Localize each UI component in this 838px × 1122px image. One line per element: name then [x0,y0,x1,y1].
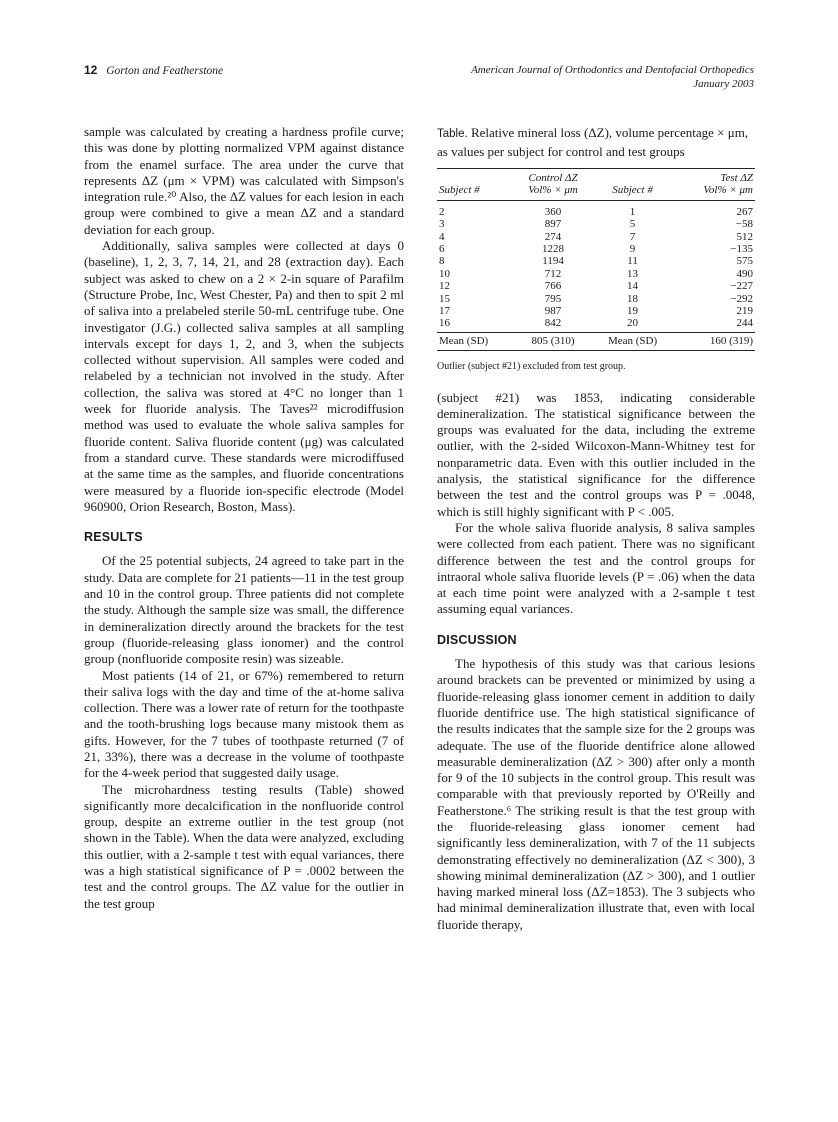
cell: 18 [627,292,639,305]
cell: −135 [730,243,753,256]
cell: 5 [629,218,636,231]
paragraph: Additionally, saliva samples were collected at days 0 (baseline), 1, 2, 3, 7, 14, 21, and 28 (extraction day). Each subject was asked to chew on a 2 × 2-in square of Parafilm (Structure Probe, Inc, West Chester, Pa) and then to spit 2 ml of saliva into a prelabeled sterile 50-mL centrifuge tube. One investigator (J.G.) collected saliva samples at all sampling intervals except for days 1, 2, and 3, when the subjects collected without supervision. All samples were coded and relabeled by a technician not involved in the study. After collection, the saliva was stored at 4°C no longer than 1 week for fluoride analysis. The Taves²² microdiffusion method was used to evaluate the whole saliva samples for fluoride content. Saliva fluoride content (μg) was calculated from a standard curve. These standards were microdiffused at the same time as the samples, and fluoride concentrations were measured by a fluoride ion-specific electrode (Model 960900, Orion Research, Boston, Mass). [84,238,404,514]
table-row [437,200,755,218]
paragraph: Of the 25 potential subjects, 24 agreed to take part in the study. Data are complete for 21 patients—11 in the test group and 10 in the control group. Three patients did not complete the study. Although the sample size was small, the difference in demineralization directly around the brackets for the test group (fluoride-releasing glass ionomer) and the control group (nonfluoride composite resin) was sizeable. [84,553,404,667]
paragraph: The hypothesis of this study was that carious lesions around brackets can be prevented or minimized by using a fluoride-releasing glass ionomer cement in addition to daily fluoride dentifrice use. The high statistical significance of the results indicates that the sample size for the 2 groups was adequate. The use of the fluoride dentifrice alone allowed measurable demineralization (ΔZ > 300) after only a month for 9 of the 10 subjects in the control group. This result was comparable with that previously reported by O'Reilly and Featherstone.⁶ The striking result is that the test group with the fluoride-releasing glass ionomer cement had significantly less demineralization, with 7 of the 11 subjects demonstrating effectively no demineralization (ΔZ < 300), 3 showing minimal demineralization (ΔZ > 300), and 1 outlier having marked mineral loss (ΔZ=1853). The 3 subjects who had minimal demineralization illustrate that, even with local fluoride therapy, [437,656,755,932]
table-row [437,280,755,292]
table-row [437,243,755,255]
cell: 19 [627,305,639,318]
cell: 4 [439,230,445,243]
journal-title: American Journal of Orthodontics and Dentofacial Orthopedics [471,64,754,76]
left-column [84,124,404,912]
table-row [437,255,755,267]
table-footnote: Outlier (subject #21) excluded from test group. [437,361,626,373]
header-control-title: Control ΔZ [528,172,578,184]
paragraph: sample was calculated by creating a hardness profile curve; this was done by plotting normalized VPM against distance from the enamel surface. The area under the curve that represents ΔZ (μm × VPM) was calculated with Simpson's integration rule.²⁰ Also, the ΔZ values for each lesion in each group were combined to give a mean ΔZ and a standard deviation for each group. [84,124,404,237]
cell: 490 [736,267,753,280]
cell: 575 [736,255,753,268]
table-row [437,268,755,280]
table-row [437,317,755,332]
cell: 2 [439,205,445,218]
cell: 9 [629,243,636,256]
header-subject-control: Subject # [439,184,480,197]
running-header-left [84,63,223,77]
paragraph: (subject #21) was 1853, indicating considerable demineralization. The statistical significance between the groups was evaluated for the data, including the extreme outlier, with the 2-sided Wilcoxon-Mann-Whitney test for nonparametric data. Even with this outlier included in the analysis, the statistical significance for the difference between the test and the control groups was P = .0048, which is still highly significant with P < .005. [437,389,755,519]
cell: 14 [627,280,639,293]
header-test-title: Test ΔZ [720,172,753,184]
cell: 1194 [542,255,564,268]
cell: Mean (SD) [439,334,489,347]
table-row [437,293,755,305]
table-caption [437,124,755,160]
cell: −227 [730,280,753,293]
table-caption-text: Relative mineral loss (ΔZ), volume percentage × μm, as values per subject for control and test groups [437,125,749,159]
table-summary-row [437,332,755,350]
cell: 160 (319) [709,334,753,347]
cell: 766 [544,280,562,293]
paragraph: Most patients (14 of 21, or 67%) remembered to return their saliva logs with the day and time of the at-home saliva collection. There was a lower rate of return for the toothpaste and the tooth-brushing logs because many mistook them as gifts. However, for the 7 tubes of toothpaste returned (7 of 21, 33%), there was a decrease in the volume of toothpaste for the 4-week period that suggested daily usage. [84,667,404,781]
cell: 8 [439,255,445,268]
header-test [669,169,755,201]
cell: 16 [439,317,450,330]
cell: 842 [544,317,562,330]
cell: 897 [544,218,562,231]
cell: 244 [736,317,753,330]
right-column [437,124,755,933]
cell: 12 [439,280,450,293]
running-header-right [471,63,754,91]
cell: 512 [736,230,753,243]
header-control [510,169,596,201]
table-row [437,218,755,230]
cell: 987 [544,305,562,318]
section-heading-results: RESULTS [84,530,143,545]
header-test-unit: Vol% × μm [703,184,753,197]
cell: Mean (SD) [607,334,658,347]
header-control-unit: Vol% × μm [528,184,578,197]
cell: 13 [627,267,639,280]
cell: 712 [544,267,562,280]
cell: 1228 [542,243,565,256]
cell: 15 [439,292,450,305]
cell: 795 [544,292,562,305]
cell: 6 [439,243,445,256]
cell: 360 [544,205,562,218]
cell: 1 [629,205,636,218]
cell: 7 [629,230,636,243]
running-authors: Gorton and Featherstone [106,65,224,77]
cell: 274 [544,230,562,243]
cell: −58 [735,218,753,231]
cell: 10 [439,267,450,280]
paragraph: For the whole saliva fluoride analysis, 8 saliva samples were collected from each patient. There was no significant difference between the test and the control groups for intraoral whole saliva fluoride levels (P = .06) when the data at each time point were analyzed with a 2-sample t test assuming equal variances. [437,519,755,617]
cell: 3 [439,218,445,231]
cell: 11 [627,255,638,268]
table-row [437,305,755,317]
table-header-row [437,169,755,201]
cell: 219 [736,305,753,318]
cell: −292 [730,292,753,305]
table-label: Table. [437,128,468,140]
table-row [437,231,755,243]
data-table [437,168,755,351]
paragraph: The microhardness testing results (Table) showed significantly more decalcification in the nonfluoride control group, despite an extreme outlier in the test group (not shown in the Table). When the data were analyzed, excluding this outlier, with a 2-sample t test with equal variances, there was a high statistical significance of P = .0002 between the test and the control groups. The ΔZ value for the outlier in the test group [84,781,404,911]
cell: 267 [736,205,753,218]
cell: 17 [439,305,450,318]
cell: 20 [627,317,639,330]
section-heading-discussion: DISCUSSION [437,632,517,647]
page-number: 12 [84,63,98,77]
header-subject-test: Subject # [612,184,653,197]
cell: 805 (310) [531,334,575,347]
issue-date: January 2003 [693,78,754,90]
